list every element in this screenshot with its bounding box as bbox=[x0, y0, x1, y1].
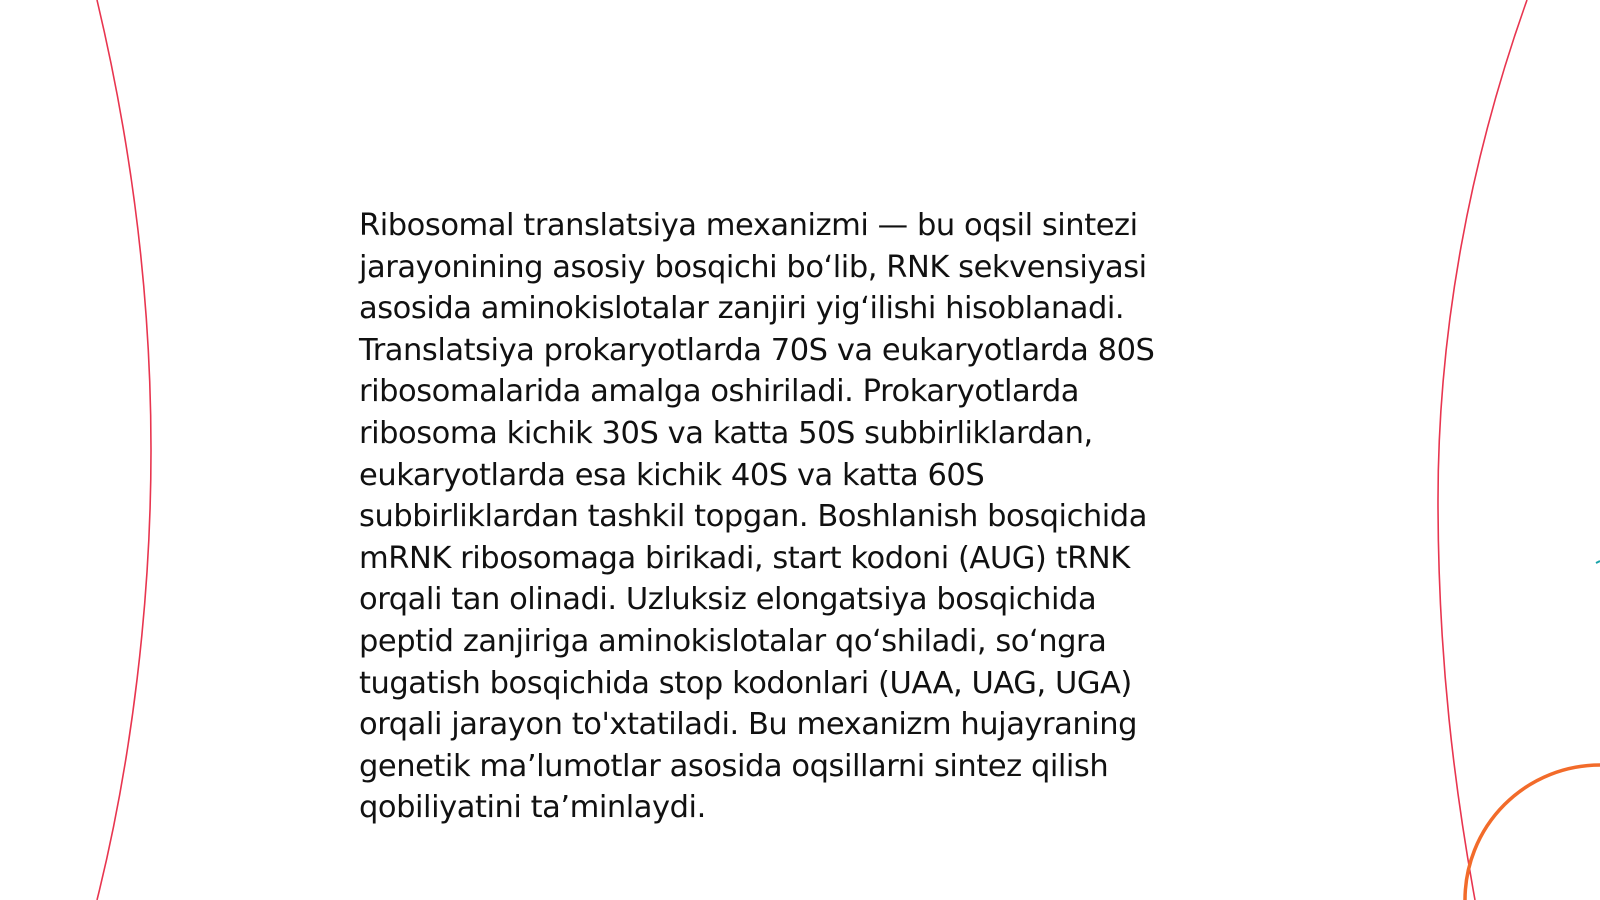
paragraph-line: genetik ma’lumotlar asosida oqsillarni sintez qilish bbox=[359, 748, 1109, 784]
paragraph-line: jarayonining asosiy bosqichi bo‘lib, RNK sekvensiyasi bbox=[359, 249, 1147, 285]
paragraph-line: peptid zanjiriga aminokislotalar qo‘shiladi, so‘ngra bbox=[359, 623, 1107, 659]
right-decorative-curve bbox=[1438, 0, 1527, 900]
paragraph-line: asosida aminokislotalar zanjiri yig‘ilishi hisoblanadi. bbox=[359, 291, 1125, 327]
paragraph-line: orqali jarayon to'xtatiladi. Bu mexanizm hujayraning bbox=[359, 707, 1138, 743]
body-paragraph bbox=[359, 205, 1239, 829]
paragraph-line: mRNK ribosomaga birikadi, start kodoni (AUG) tRNK bbox=[359, 540, 1130, 576]
paragraph-line: ribosoma kichik 30S va katta 50S subbirliklardan, bbox=[359, 415, 1093, 451]
teal-accent-tick bbox=[1596, 561, 1600, 563]
paragraph-line: Ribosomal translatsiya mexanizmi — bu oqsil sintezi bbox=[359, 208, 1138, 243]
paragraph-line: qobiliyatini ta’minlaydi. bbox=[359, 790, 706, 826]
paragraph-line: Translatsiya prokaryotlarda 70S va eukaryotlarda 80S bbox=[359, 332, 1155, 368]
paragraph-line: ribosomalarida amalga oshiriladi. Prokaryotlarda bbox=[359, 374, 1080, 410]
paragraph-line: orqali tan olinadi. Uzluksiz elongatsiya bosqichida bbox=[359, 582, 1097, 618]
left-decorative-curve bbox=[97, 0, 151, 900]
paragraph-line: eukaryotlarda esa kichik 40S va katta 60S bbox=[359, 457, 985, 493]
orange-decorative-circle bbox=[1465, 765, 1600, 900]
paragraph-line: subbirliklardan tashkil topgan. Boshlanish bosqichida bbox=[359, 499, 1147, 535]
paragraph-line: tugatish bosqichida stop kodonlari (UAA, UAG, UGA) bbox=[359, 665, 1132, 701]
